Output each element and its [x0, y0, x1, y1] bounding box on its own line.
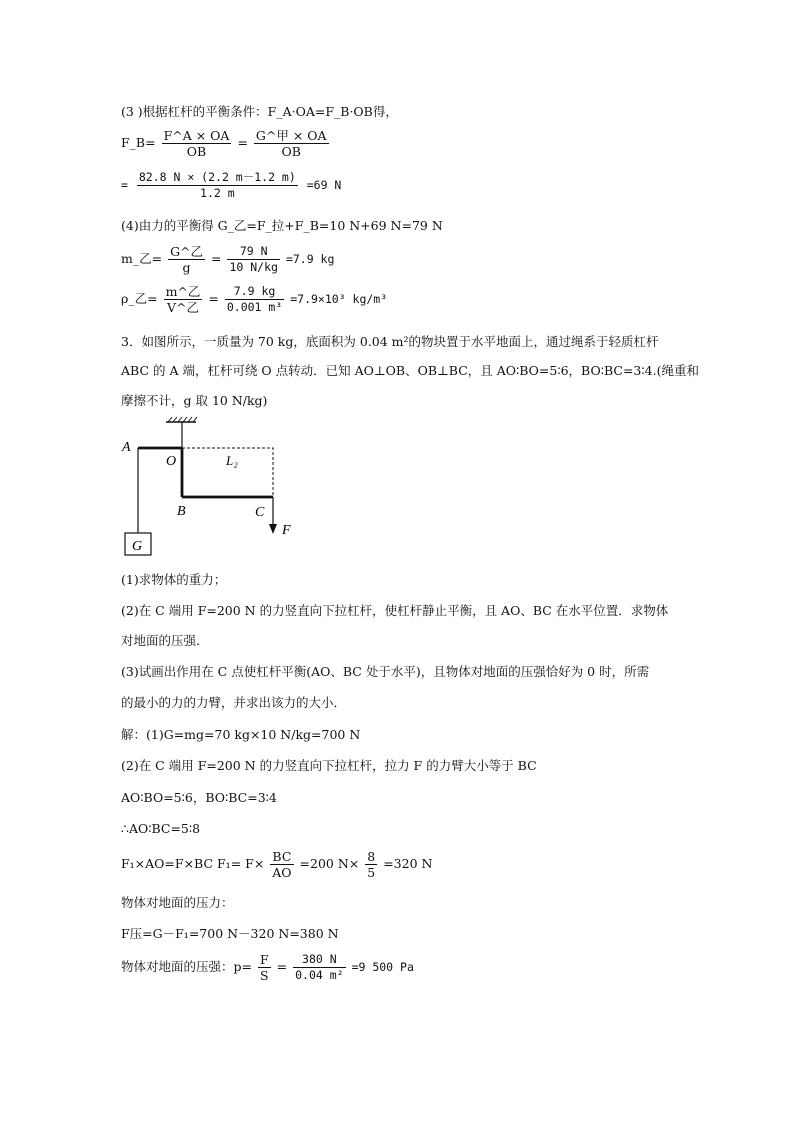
solution-1: 解：(1)G=mg=70 kg×10 N/kg=700 N — [121, 727, 361, 742]
q3-balance-line: (3 )根据杠杆的平衡条件：F_A·OA=F_B·OB得， — [121, 104, 398, 119]
fraction: $\frac{\text{G\textasciicircum{}乙}}{g}$ — [170, 244, 204, 275]
label-B: B — [177, 504, 186, 519]
problem3-line1: 3．如图所示，一质量为 70 kg，底面积为 0.04 m²的物块置于水平地面上，通过绳系于轻质杠杆 — [121, 334, 659, 349]
lever-diagram — [118, 414, 308, 560]
solution-ratio-derived: ∴AO∶BC=5∶8 — [121, 821, 201, 836]
solution-ratio: AO∶BO=5∶6，BO∶BC=3∶4 — [121, 790, 277, 805]
solution-pressure: 物体对地面的压强：p= $\frac{F}{S}$ = $\frac{380 N}{\text{0.04 m²}}$ =9 500 Pa — [121, 952, 414, 983]
fraction: $\frac{F}{S}$ — [259, 952, 269, 983]
sub-question-2-line1: (2)在 C 端用 F=200 N 的力竖直向下拉杠杆，使杠杆静止平衡，且 AO、BC 在水平位置．求物体 — [121, 603, 669, 618]
label-A: A — [122, 440, 131, 455]
sub-question-3-line2: 的最小的力的力臂，并求出该力的大小． — [121, 695, 347, 710]
fraction: $\frac{\text{G\textasciicircum{}甲 × OA}}{OB}$ — [255, 128, 327, 159]
fraction: $\frac{7.9 kg}{\text{0.001 m³}}$ — [226, 284, 283, 314]
fraction: $\frac{380 N}{\text{0.04 m²}}$ — [295, 952, 344, 982]
solution-F1: F₁×AO=F×BC F₁= F× $\frac{BC}{AO}$ =200 N× $\frac{8}{5}$ =320 N — [121, 849, 433, 880]
label-G: G — [132, 539, 143, 554]
solution-pressure-force-label: 物体对地面的压力： — [121, 895, 234, 910]
fraction: $\frac{82.8 N \times (2.2 m-1.2 m)}{1.2 m}$ — [138, 170, 296, 200]
fb-calc: = $\frac{82.8 N \times (2.2 m-1.2 m)}{1.2 m}$ =69 N — [121, 170, 342, 200]
fraction: $\frac{F\^{}A \times OA}{OB}$ — [163, 128, 230, 159]
sub-question-3-line1: (3)试画出作用在 C 点使杠杆平衡(AO、BC 处于水平)，且物体对地面的压强恰好为 0 时，所需 — [121, 664, 650, 679]
ceiling-hatch — [168, 417, 197, 422]
fraction: $\frac{\text{m\textasciicircum{}乙}}{\text{V\textasciicircum{}乙}}$ — [165, 284, 201, 315]
solution-pressure-force: F压=G－F₁=700 N－320 N=380 N — [121, 926, 339, 941]
fraction: $\frac{79 N}{10 N/kg}$ — [229, 244, 278, 274]
label-C: C — [255, 505, 265, 520]
fb-lhs: F_B= — [121, 135, 156, 150]
density-formula: ρ_乙= $\frac{\text{m\textasciicircum{}乙}}{\text{V\textasciicircum{}乙}}$ = $\frac{7.9 kg}{\text{0.001 m³}}$ =7.9×10³ kg/m³ — [121, 284, 388, 315]
fraction: $\frac{8}{5}$ — [367, 849, 376, 880]
sub-question-2-line2: 对地面的压强． — [121, 633, 209, 648]
label-F: F — [282, 523, 291, 538]
problem3-line2: ABC 的 A 端，杠杆可绕 O 点转动．已知 AO⊥OB、OB⊥BC，且 AO∶BO=5∶6，BO∶BC=3∶4.(绳重和 — [121, 363, 699, 378]
problem3-line3: 摩擦不计，g 取 10 N/kg) — [121, 393, 268, 408]
label-L2: L₂ — [226, 453, 238, 468]
force-F-arrowhead — [269, 524, 277, 534]
solution-2: (2)在 C 端用 F=200 N 的力竖直向下拉杠杆，拉力 F 的力臂大小等于 BC — [121, 758, 537, 773]
mass-formula: m_乙= $\frac{\text{G\textasciicircum{}乙}}{g}$ = $\frac{79 N}{10 N/kg}$ =7.9 kg — [121, 244, 335, 275]
fb-formula: F_B= $\frac{F\^{}A \times OA}{OB}$ = $\frac{\text{G\textasciicircum{}甲 × OA}}{OB}$ — [121, 128, 327, 159]
label-O: O — [166, 454, 177, 469]
fraction: $\frac{BC}{AO}$ — [272, 849, 292, 880]
q4-force-balance: (4)由力的平衡得 G_乙=F_拉+F_B=10 N+69 N=79 N — [121, 218, 443, 233]
sub-question-1: (1)求物体的重力； — [121, 572, 227, 587]
